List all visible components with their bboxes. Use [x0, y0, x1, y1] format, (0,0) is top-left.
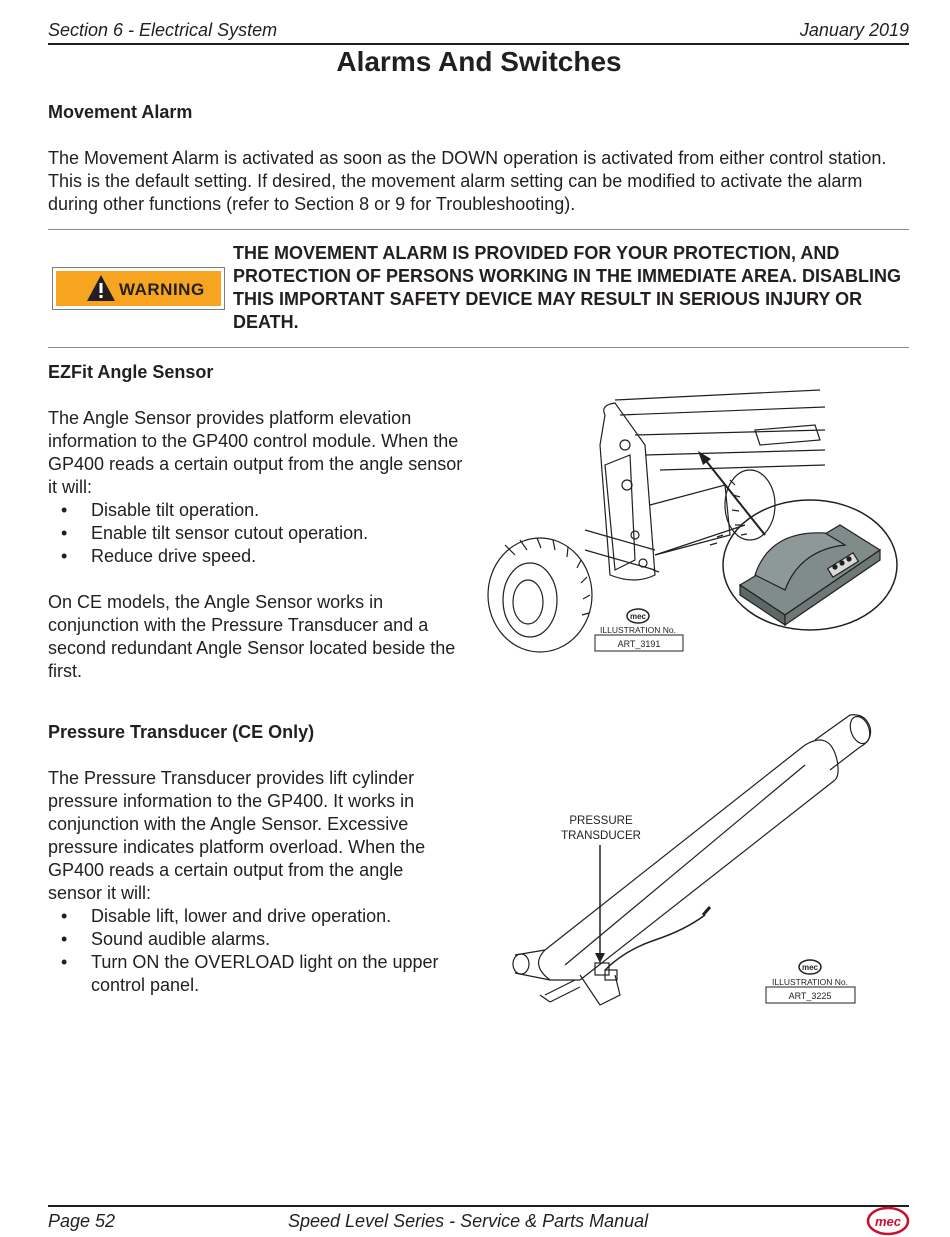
- warning-label: WARNING: [119, 280, 205, 299]
- warning-top-rule: [48, 229, 909, 230]
- transducer-callout-line1: PRESSURE: [569, 815, 633, 827]
- page-number: Page 52: [48, 1211, 116, 1231]
- angle-sensor-bullets: [48, 499, 468, 568]
- warning-message: THE MOVEMENT ALARM IS PROVIDED FOR YOUR PROTECTION, AND PROTECTION OF PERSONS WORKING IN THE IMMEDIATE AREA. DISABLING THIS IMPORTANT SAFETY DEVICE MAY RESULT IN SERIOUS INJURY OR DEATH.: [233, 243, 902, 332]
- pressure-transducer-body: [48, 767, 463, 997]
- list-item: • Turn ON the OVERLOAD light on the upper control panel.: [48, 951, 463, 997]
- angle-sensor-body: [48, 407, 468, 683]
- list-item: • Disable tilt operation.: [48, 499, 468, 522]
- angle-sensor-illustration: [485, 385, 900, 655]
- warning-bottom-rule: [48, 347, 909, 348]
- illustration-caption: ILLUSTRATION No.: [600, 625, 676, 635]
- illustration-logo-text: mec: [629, 612, 647, 621]
- list-item: • Reduce drive speed.: [48, 545, 468, 568]
- warning-badge-fill: [56, 271, 221, 306]
- manual-title: Speed Level Series - Service & Parts Manual: [288, 1211, 649, 1231]
- list-item: • Sound audible alarms.: [48, 928, 463, 951]
- illustration-number: ART_3225: [788, 991, 832, 1001]
- movement-alarm-body: [48, 147, 910, 216]
- warning-badge: [52, 267, 225, 310]
- pressure-transducer-heading: Pressure Transducer (CE Only): [48, 722, 315, 742]
- header-rule: [48, 43, 909, 45]
- footer-rule: [48, 1205, 909, 1207]
- mec-footer-logo-icon: [866, 1206, 910, 1236]
- angle-sensor-ce-note: On CE models, the Angle Sensor works in conjunction with the Pressure Transducer and a second redundant Angle Sensor located beside the first.: [48, 592, 456, 681]
- illustration-number: ART_3191: [617, 639, 661, 649]
- header-date: January 2019: [799, 20, 909, 40]
- illustration-caption: ILLUSTRATION No.: [772, 977, 848, 987]
- list-item: • Enable tilt sensor cutout operation.: [48, 522, 468, 545]
- pressure-transducer-intro: The Pressure Transducer provides lift cylinder pressure information to the GP400. It works in conjunction with the Angle Sensor. Excessive pressure indicates platform overload. When the GP400 reads a certain output from the angle sensor it will:: [48, 768, 426, 903]
- section-header: Section 6 - Electrical System: [48, 20, 278, 40]
- transducer-callout-line2: TRANSDUCER: [561, 830, 641, 842]
- angle-sensor-heading: EZFit Angle Sensor: [48, 362, 214, 382]
- page-title: Alarms And Switches: [336, 46, 622, 77]
- list-item: • Disable lift, lower and drive operation.: [48, 905, 463, 928]
- pressure-transducer-bullets: [48, 905, 463, 997]
- movement-alarm-text: The Movement Alarm is activated as soon as the DOWN operation is activated from either control station. This is the default setting. If desired, the movement alarm setting can be modified to activate the alarm during other functions (refer to Section 8 or 9 for Troubleshooting).: [48, 148, 887, 214]
- illustration-logo-text: mec: [801, 963, 819, 972]
- pressure-transducer-illustration: [505, 705, 905, 1010]
- angle-sensor-intro: The Angle Sensor provides platform elevation information to the GP400 control module. When the GP400 reads a certain output from the angle sensor it will:: [48, 408, 463, 497]
- movement-alarm-heading: Movement Alarm: [48, 102, 193, 122]
- warning-triangle-icon: [86, 274, 116, 302]
- footer-logo-text: mec: [874, 1214, 902, 1229]
